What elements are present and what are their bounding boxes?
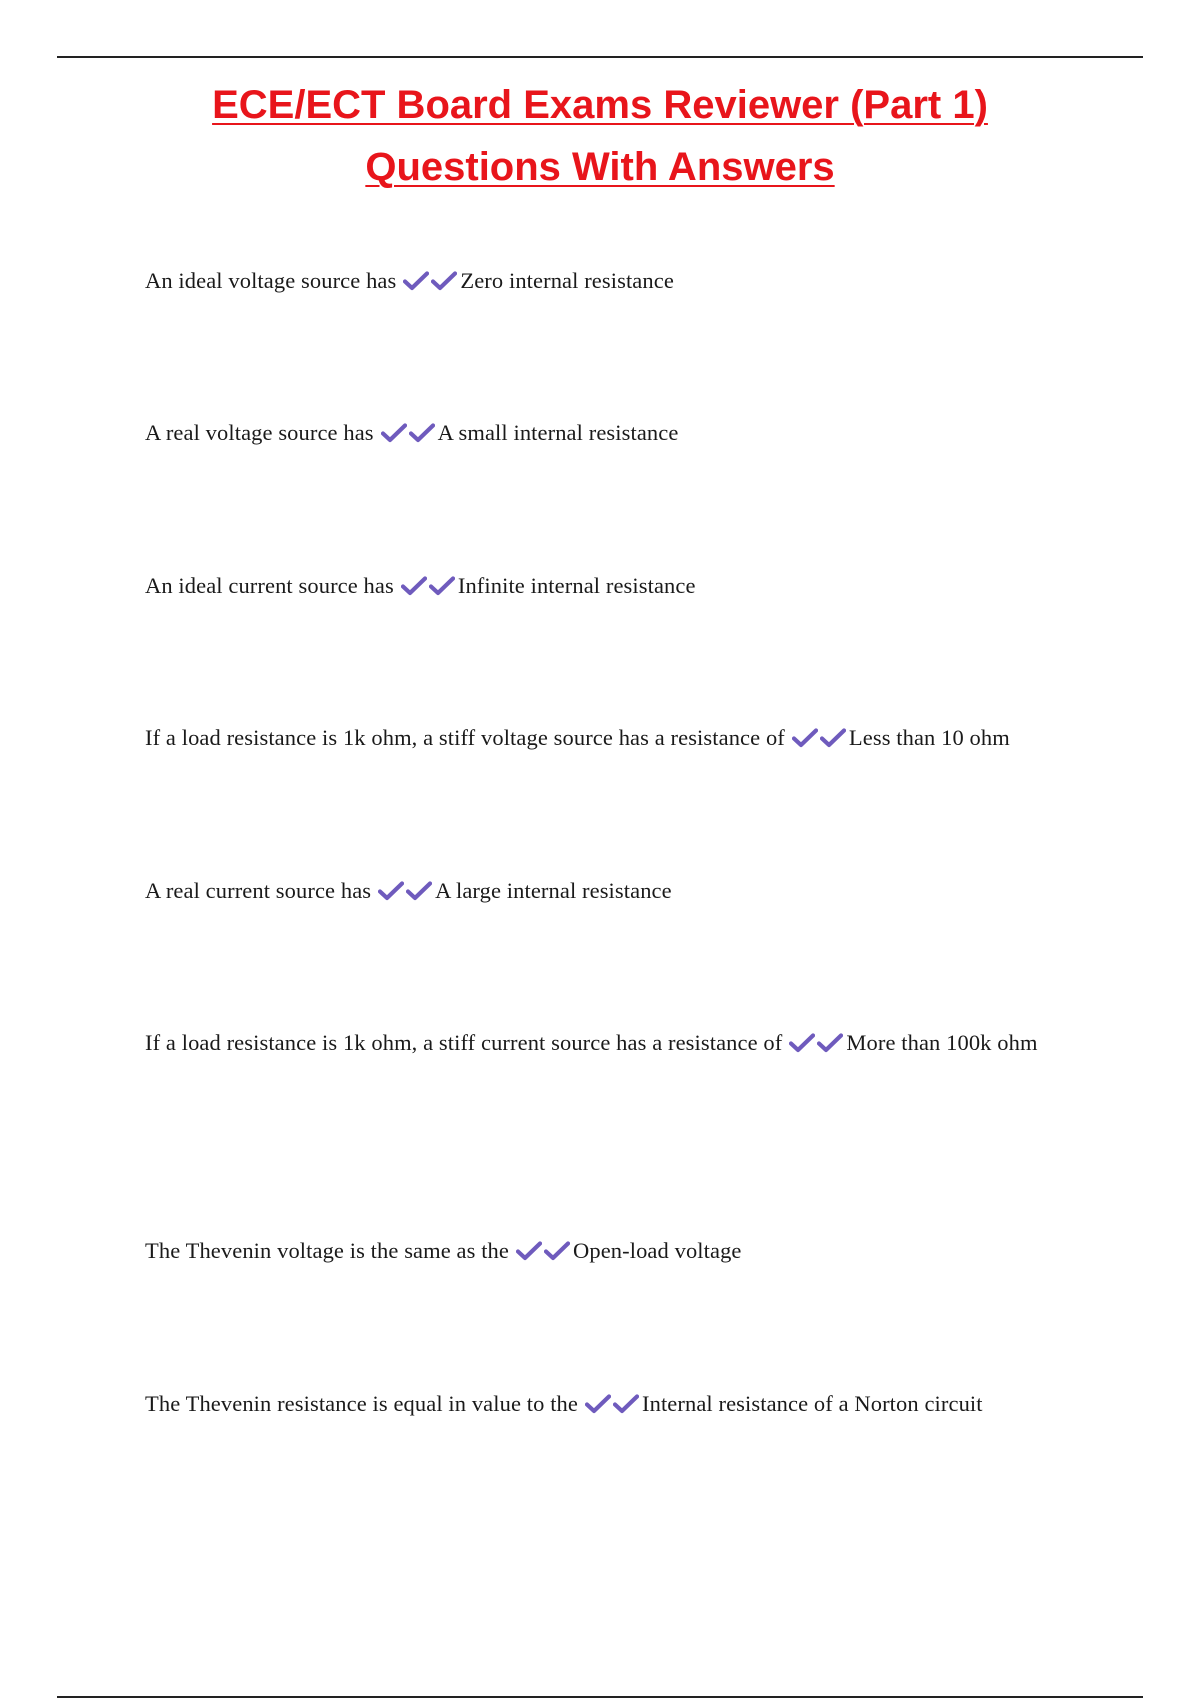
answer-text: More than 100k ohm bbox=[846, 1030, 1038, 1055]
question-text: If a load resistance is 1k ohm, a stiff current source has a resistance of bbox=[145, 1030, 783, 1055]
qa-item-5 bbox=[145, 860, 1105, 922]
qa-item-1 bbox=[145, 250, 1105, 312]
bottom-rule bbox=[57, 1696, 1143, 1698]
question-text: An ideal current source has bbox=[145, 573, 394, 598]
answer-text: Less than 10 ohm bbox=[848, 725, 1010, 750]
check-icon bbox=[406, 881, 432, 901]
check-icon bbox=[613, 1394, 639, 1414]
check-icon bbox=[429, 576, 455, 596]
question-text: A real current source has bbox=[145, 878, 372, 903]
check-icon bbox=[792, 728, 818, 748]
qa-item-8 bbox=[145, 1373, 1105, 1435]
answer-text: Internal resistance of a Norton circuit bbox=[642, 1391, 983, 1416]
answer-text: Infinite internal resistance bbox=[457, 573, 696, 598]
answer-text: A large internal resistance bbox=[435, 878, 672, 903]
check-icon bbox=[403, 271, 429, 291]
top-rule bbox=[57, 56, 1143, 58]
check-icon bbox=[431, 271, 457, 291]
question-text: An ideal voltage source has bbox=[145, 268, 397, 293]
document-title bbox=[0, 74, 1200, 198]
question-text: The Thevenin voltage is the same as the bbox=[145, 1238, 509, 1263]
check-icon bbox=[378, 881, 404, 901]
qa-item-3 bbox=[145, 555, 1105, 617]
check-icon bbox=[516, 1241, 542, 1261]
question-text: A real voltage source has bbox=[145, 420, 374, 445]
check-icon bbox=[401, 576, 427, 596]
check-icon bbox=[544, 1241, 570, 1261]
qa-item-4 bbox=[145, 707, 1105, 769]
check-icon bbox=[817, 1033, 843, 1053]
answer-text: Zero internal resistance bbox=[460, 268, 674, 293]
answer-text: Open-load voltage bbox=[573, 1238, 742, 1263]
title-line-1: ECE/ECT Board Exams Reviewer (Part 1) bbox=[212, 83, 988, 127]
check-icon bbox=[585, 1394, 611, 1414]
answer-text: A small internal resistance bbox=[437, 420, 679, 445]
check-icon bbox=[789, 1033, 815, 1053]
question-text: If a load resistance is 1k ohm, a stiff voltage source has a resistance of bbox=[145, 725, 785, 750]
check-icon bbox=[381, 423, 407, 443]
qa-item-6 bbox=[145, 1012, 1075, 1074]
title-line-2: Questions With Answers bbox=[365, 145, 835, 189]
check-icon bbox=[820, 728, 846, 748]
qa-item-7 bbox=[145, 1220, 1105, 1282]
check-icon bbox=[409, 423, 435, 443]
qa-item-2 bbox=[145, 402, 1105, 464]
question-text: The Thevenin resistance is equal in value to the bbox=[145, 1391, 578, 1416]
